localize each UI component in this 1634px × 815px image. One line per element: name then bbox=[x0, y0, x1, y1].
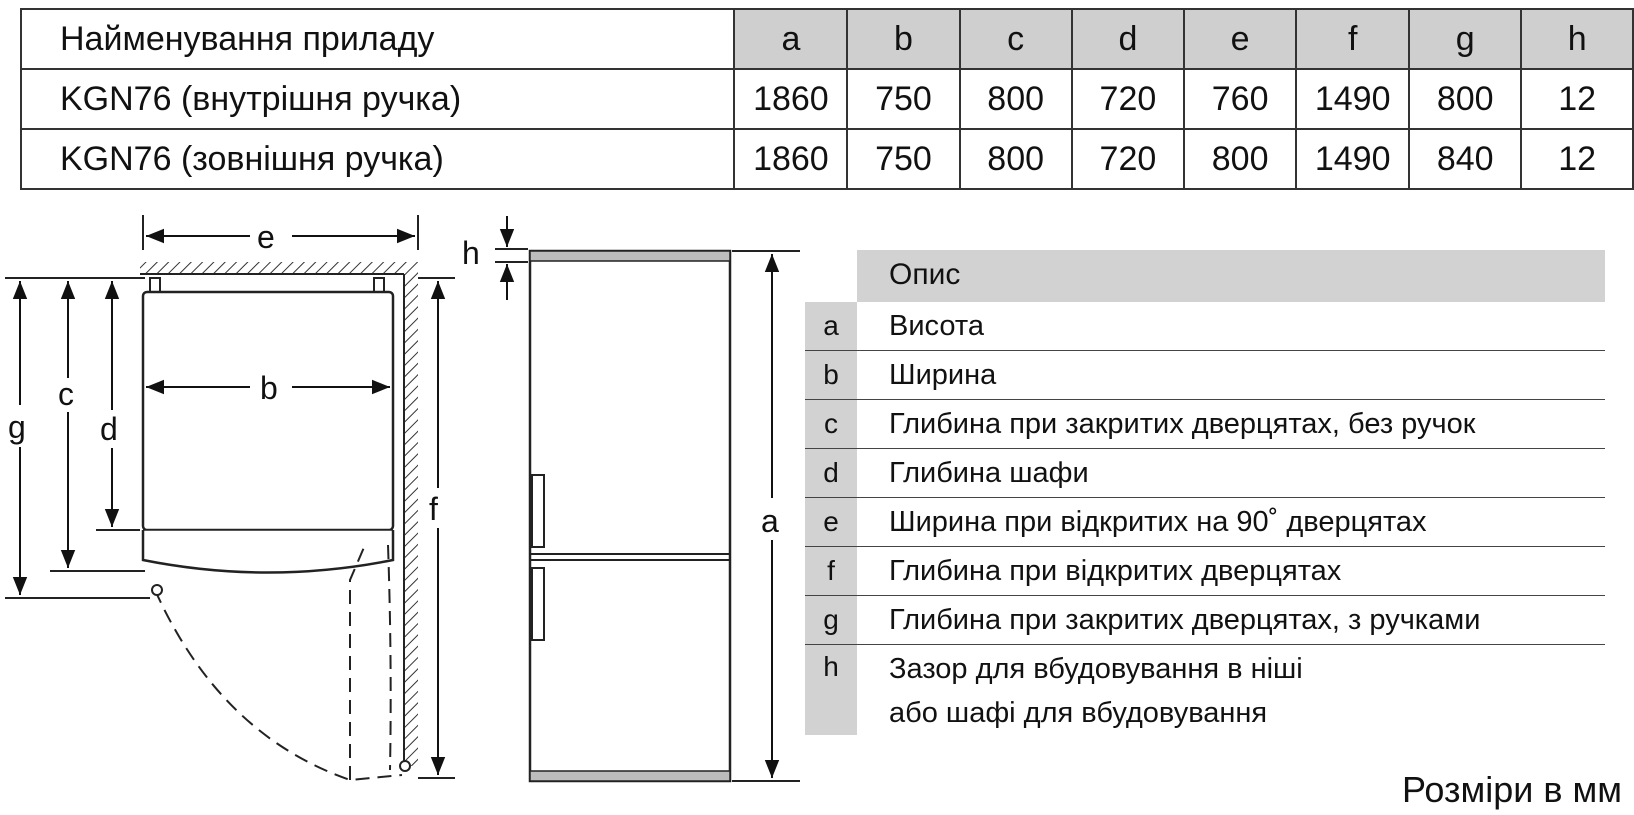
cell-value: 720 bbox=[1072, 69, 1184, 129]
cell-value: 760 bbox=[1184, 69, 1296, 129]
units-note: Розміри в мм bbox=[1401, 769, 1622, 810]
row-device-name: KGN76 (зовнішня ручка) bbox=[21, 129, 734, 189]
label-c: c bbox=[58, 376, 74, 412]
cell-value: 800 bbox=[1184, 129, 1296, 189]
legend-key: d bbox=[805, 449, 857, 497]
legend-desc: Ширина bbox=[889, 359, 997, 391]
table-row bbox=[21, 69, 1633, 129]
legend-key: g bbox=[805, 596, 857, 644]
cell-value: 720 bbox=[1072, 129, 1184, 189]
legend-key: f bbox=[805, 547, 857, 595]
table-row bbox=[21, 129, 1633, 189]
label-d: d bbox=[100, 411, 118, 447]
legend-row bbox=[805, 547, 1605, 596]
cell-value: 12 bbox=[1521, 129, 1633, 189]
legend-row bbox=[805, 302, 1605, 351]
legend-title: Опис bbox=[889, 258, 961, 291]
door-handle bbox=[532, 568, 544, 640]
header-col-h: h bbox=[1521, 9, 1633, 69]
dimension-g bbox=[8, 281, 26, 595]
legend-desc-line: Зазор для вбудовування в ніші bbox=[889, 653, 1303, 685]
cell-value: 1860 bbox=[734, 129, 847, 189]
cell-value: 800 bbox=[960, 69, 1072, 129]
legend-key: a bbox=[805, 302, 857, 350]
hinge-point bbox=[152, 585, 162, 595]
label-g: g bbox=[8, 409, 26, 445]
cell-value: 1490 bbox=[1296, 69, 1409, 129]
legend-desc: Глибина шафи bbox=[889, 457, 1089, 489]
back-wall bbox=[140, 262, 418, 274]
label-f: f bbox=[429, 491, 438, 527]
side-wall bbox=[404, 274, 418, 766]
door-swing bbox=[155, 545, 402, 780]
header-col-g: g bbox=[1409, 9, 1521, 69]
legend-desc: Ширина при відкритих на 90˚ дверцятах bbox=[889, 506, 1427, 538]
cell-value: 840 bbox=[1409, 129, 1521, 189]
dimension-d bbox=[100, 281, 118, 527]
front-view-appliance bbox=[530, 251, 730, 781]
legend-key: c bbox=[805, 400, 857, 448]
top-view-appliance bbox=[143, 278, 393, 573]
legend-row bbox=[805, 400, 1605, 449]
legend-desc: Глибина при відкритих дверцятах bbox=[889, 555, 1342, 587]
cell-value: 800 bbox=[960, 129, 1072, 189]
legend-row bbox=[805, 351, 1605, 400]
cell-value: 1490 bbox=[1296, 129, 1409, 189]
header-col-b: b bbox=[847, 9, 959, 69]
legend-desc: Висота bbox=[889, 310, 984, 342]
legend-row bbox=[805, 596, 1605, 645]
legend-row bbox=[805, 449, 1605, 498]
cell-value: 800 bbox=[1409, 69, 1521, 129]
header-col-f: f bbox=[1296, 9, 1409, 69]
legend-row bbox=[805, 645, 1605, 735]
legend-desc bbox=[889, 647, 1303, 735]
legend-desc-line: або шафі для вбудовування bbox=[889, 697, 1268, 729]
label-a: a bbox=[761, 503, 779, 539]
header-device-name: Найменування приладу bbox=[21, 9, 734, 69]
dimension-h bbox=[462, 216, 528, 300]
row-device-name: KGN76 (внутрішня ручка) bbox=[21, 69, 734, 129]
legend-row bbox=[805, 498, 1605, 547]
dimensions-table bbox=[20, 8, 1634, 190]
header-col-c: c bbox=[960, 9, 1072, 69]
legend-desc: Глибина при закритих дверцятах, з ручками bbox=[889, 604, 1481, 636]
table-header-row bbox=[21, 9, 1633, 69]
dimension-c bbox=[58, 281, 74, 568]
dimension-drawing bbox=[0, 200, 820, 815]
dimension-f bbox=[418, 278, 455, 778]
legend-key: b bbox=[805, 351, 857, 399]
legend-key: h bbox=[805, 645, 857, 735]
door-handle bbox=[532, 475, 544, 547]
cell-value: 750 bbox=[847, 129, 959, 189]
legend-header bbox=[805, 250, 1605, 302]
cell-value: 1860 bbox=[734, 69, 847, 129]
label-b: b bbox=[260, 370, 278, 406]
header-col-e: e bbox=[1184, 9, 1296, 69]
header-col-d: d bbox=[1072, 9, 1184, 69]
cell-value: 750 bbox=[847, 69, 959, 129]
legend-key: e bbox=[805, 498, 857, 546]
hinge-point bbox=[400, 761, 410, 771]
dimension-e bbox=[143, 215, 418, 255]
dimension-a bbox=[732, 251, 800, 781]
header-col-a: a bbox=[734, 9, 847, 69]
legend-desc: Глибина при закритих дверцятах, без ручок bbox=[889, 408, 1476, 440]
label-e: e bbox=[257, 219, 275, 255]
cell-value: 12 bbox=[1521, 69, 1633, 129]
label-h: h bbox=[462, 235, 480, 271]
legend-table bbox=[805, 250, 1605, 735]
